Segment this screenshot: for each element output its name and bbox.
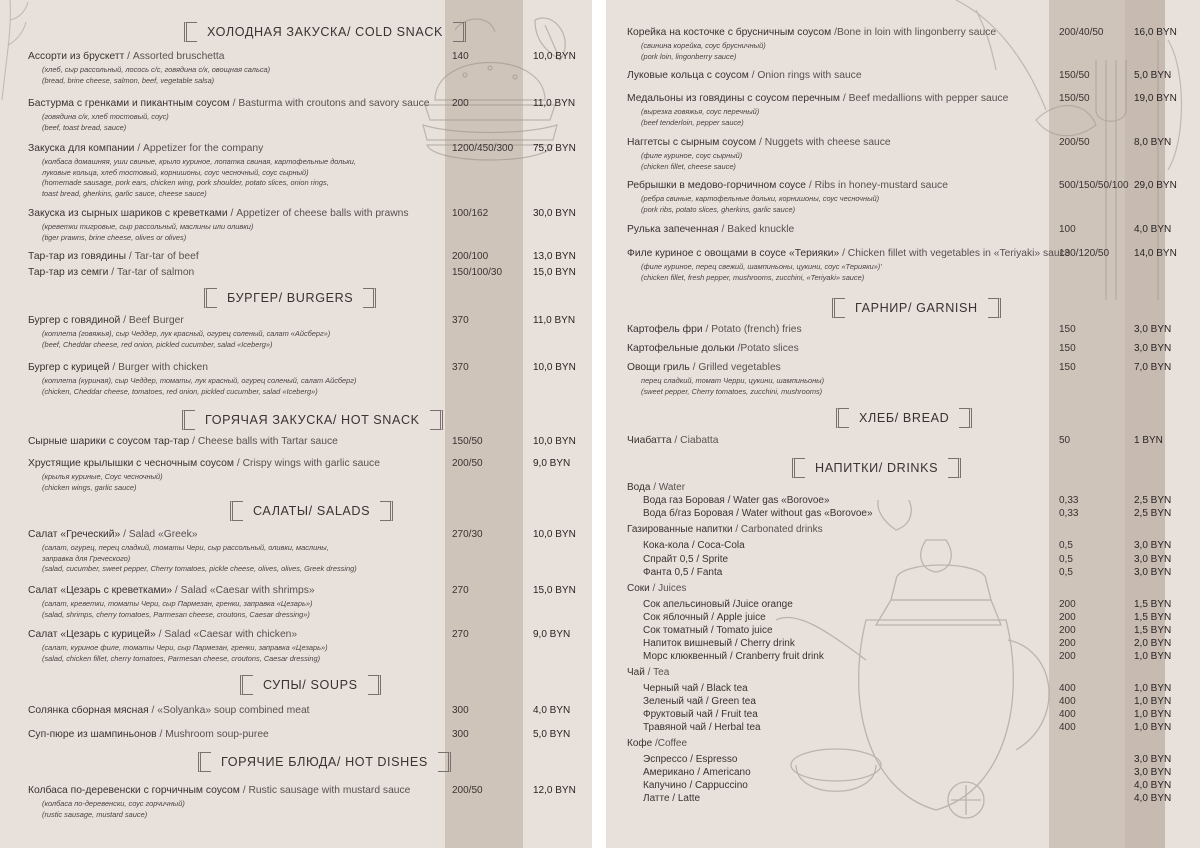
- drink-item-price: 3,0 BYN: [1134, 554, 1172, 565]
- section-header-hot-snack: ГОРЯЧАЯ ЗАКУСКА/ HOT SNACK: [182, 410, 443, 430]
- menu-item-price: 15,0 BYN: [533, 267, 576, 278]
- menu-page-left: [0, 0, 592, 848]
- right-menu-content: [606, 0, 1200, 848]
- menu-item-name: [28, 267, 194, 278]
- drink-group-label: [627, 738, 687, 749]
- drink-group-label: [627, 583, 686, 594]
- drink-group-label: [627, 524, 823, 535]
- section-header-drinks: НАПИТКИ/ DRINKS: [792, 458, 961, 478]
- drink-item-name: Сок яблочный / Apple juice: [643, 612, 766, 623]
- drink-item-price: 1,0 BYN: [1134, 722, 1172, 733]
- menu-item-name-ru: Суп-пюре из шампиньонов: [28, 729, 157, 740]
- menu-item-name-en: / Cheese balls with Tartar sauce: [192, 436, 338, 447]
- drink-item-name: Вода газ Боровая / Water gas «Borovoe»: [643, 495, 830, 506]
- menu-item-description: (ребра свиные, картофельные дольки, корнишоны, соус чесночный): [641, 194, 880, 203]
- menu-item-weight: 150/50: [1059, 93, 1090, 104]
- menu-item-name-ru: Бургер с курицей: [28, 362, 110, 373]
- menu-item-name-en: / Beef medallions with pepper sauce: [842, 93, 1009, 104]
- drink-group-en: / Juices: [652, 583, 687, 594]
- menu-item-name-en: / Salad «Greek»: [123, 529, 198, 540]
- menu-item-name: [28, 585, 315, 596]
- page-gutter: [592, 0, 606, 848]
- menu-item-name-en: / «Solyanka» soup combined meat: [151, 705, 310, 716]
- menu-item-name-en: / Ciabatta: [674, 435, 719, 446]
- menu-item-name-en: /Bone in loin with lingonberry sauce: [834, 27, 997, 38]
- menu-item-weight: 500/150/50/100: [1059, 180, 1129, 191]
- menu-item-description: (bread, brine cheese, salmon, beef, vegetable salsa): [42, 75, 215, 85]
- drink-item-name: Напиток вишневый / Cherry drink: [643, 638, 795, 649]
- menu-item-weight: 150: [1059, 324, 1076, 335]
- drink-item-volume: 0,33: [1059, 495, 1079, 506]
- menu-item-price: 19,0 BYN: [1134, 93, 1177, 104]
- section-header-cold-snack: ХОЛОДНАЯ ЗАКУСКА/ COLD SNACK: [184, 22, 466, 42]
- drink-item-price: 1,5 BYN: [1134, 625, 1172, 636]
- menu-item-name: [627, 324, 802, 335]
- menu-item-name: [627, 435, 719, 446]
- drink-item-name: Кока-кола / Coca-Cola: [643, 540, 745, 551]
- menu-item-name: [28, 98, 430, 109]
- menu-item-price: 4,0 BYN: [1134, 224, 1172, 235]
- drink-item-name: Спрайт 0,5 / Sprite: [643, 554, 729, 565]
- menu-item-weight: 150/100/30: [452, 267, 503, 278]
- menu-item-name-en: / Tar-tar of beef: [128, 251, 199, 262]
- drink-item-name: Эспрессо / Espresso: [643, 754, 738, 765]
- menu-item-weight: 200: [452, 98, 469, 109]
- menu-item-price: 8,0 BYN: [1134, 137, 1172, 148]
- menu-item-price: 29,0 BYN: [1134, 180, 1177, 191]
- menu-item-name-ru: Салат «Греческий»: [28, 529, 121, 540]
- drink-item-name: Травяной чай / Herbal tea: [643, 722, 761, 733]
- drink-item-price: 3,0 BYN: [1134, 567, 1172, 578]
- drink-item-price: 2,0 BYN: [1134, 638, 1172, 649]
- drink-item-volume: 200: [1059, 599, 1076, 610]
- menu-item-weight: 1200/450/300: [452, 143, 514, 154]
- drink-item-volume: 400: [1059, 722, 1076, 733]
- menu-item-name-ru: Картофельные дольки: [627, 343, 735, 354]
- menu-item-price: 7,0 BYN: [1134, 362, 1172, 373]
- menu-item-name: [28, 529, 197, 540]
- menu-item-name: [28, 785, 410, 796]
- menu-item-name-ru: Луковые кольца с соусом: [627, 70, 749, 81]
- section-header-soups: СУПЫ/ SOUPS: [240, 675, 381, 695]
- menu-item-name-en: / Baked knuckle: [721, 224, 795, 235]
- drink-item-name: Фруктовый чай / Fruit tea: [643, 709, 758, 720]
- menu-item-name-ru: Медальоны из говядины с соусом перечным: [627, 93, 840, 104]
- menu-item-price: 15,0 BYN: [533, 585, 576, 596]
- menu-item-description: (chicken fillet, cheese sauce): [641, 161, 736, 171]
- menu-item-price: 13,0 BYN: [533, 251, 576, 262]
- drink-item-volume: 400: [1059, 683, 1076, 694]
- menu-item-weight: 270: [452, 585, 469, 596]
- section-header-salads: САЛАТЫ/ SALADS: [230, 501, 393, 521]
- menu-item-description: toast bread, gherkins, garlic sauce, cheese sauce): [42, 188, 207, 198]
- menu-item-name-ru: Солянка сборная мясная: [28, 705, 149, 716]
- drink-item-volume: 400: [1059, 709, 1076, 720]
- section-header-hot-dishes: ГОРЯЧИЕ БЛЮДА/ HOT DISHES: [198, 752, 451, 772]
- menu-item-price: 3,0 BYN: [1134, 343, 1172, 354]
- menu-item-name: [28, 729, 269, 740]
- menu-item-name-ru: Рулька запеченная: [627, 224, 719, 235]
- menu-item-weight: 200/50: [1059, 137, 1090, 148]
- menu-item-name-ru: Овощи гриль: [627, 362, 690, 373]
- menu-item-name-ru: Наггетсы с сырным соусом: [627, 137, 757, 148]
- menu-item-name: [28, 705, 310, 716]
- menu-item-price: 3,0 BYN: [1134, 324, 1172, 335]
- menu-item-name: [28, 251, 199, 262]
- menu-item-description: (свинина корейка, соус брусничный): [641, 41, 766, 50]
- menu-item-description: заправка для Греческого): [42, 553, 131, 563]
- drink-group-ru: Газированные напитки: [627, 524, 733, 535]
- menu-item-price: 10,0 BYN: [533, 51, 576, 62]
- menu-item-name: [28, 208, 409, 219]
- menu-item-name-en: / Crispy wings with garlic sauce: [236, 458, 380, 469]
- menu-item-weight: 140: [452, 51, 469, 62]
- drink-group-en: / Water: [653, 482, 686, 493]
- menu-item-description: (колбаса по-деревенски, соус горчичный): [42, 799, 185, 808]
- menu-item-description: (beef tenderloin, pepper sauce): [641, 117, 744, 127]
- menu-item-name-en: / Salad «Caesar with chicken»: [158, 629, 298, 640]
- menu-item-description: (креветки тигровые, сыр рассольный, маслины или оливки): [42, 222, 254, 231]
- menu-item-name-en: / Onion rings with sauce: [751, 70, 862, 81]
- menu-item-name-ru: Сырные шарики с соусом тар-тар: [28, 436, 190, 447]
- menu-item-description: луковые кольца, хлеб тостовый, корнишоны, соус чесночный, соус сырный): [42, 167, 309, 177]
- menu-item-price: 5,0 BYN: [1134, 70, 1172, 81]
- drink-item-price: 1,5 BYN: [1134, 612, 1172, 623]
- drink-group-en: /Coffee: [654, 738, 688, 749]
- menu-item-description: (вырезка говяжья, соус перечный): [641, 107, 760, 116]
- menu-item-name: [627, 137, 891, 148]
- drink-item-name: Зеленый чай / Green tea: [643, 696, 756, 707]
- drink-item-price: 1,0 BYN: [1134, 651, 1172, 662]
- drink-item-volume: 200: [1059, 651, 1076, 662]
- menu-item-name: [627, 180, 948, 191]
- menu-item-price: 30,0 BYN: [533, 208, 576, 219]
- menu-item-description: (salad, shrimps, cherry tomatoes, Parmesan cheese, croutons, Caesar dressing»): [42, 609, 310, 619]
- menu-item-description: (колбаса домашняя, уши свиные, крыло куриное, лопатка свиная, картофельные дольки,: [42, 157, 356, 166]
- menu-item-description: (salad, cucumber, sweet pepper, Cherry tomatoes, pickle cheese, olives, olives, Greek dressing): [42, 564, 357, 573]
- drink-group-label: [627, 667, 669, 678]
- section-header-bread: ХЛЕБ/ BREAD: [836, 408, 972, 428]
- drink-item-name: Черный чай / Black tea: [643, 683, 748, 694]
- menu-item-price: 10,0 BYN: [533, 529, 576, 540]
- menu-item-name-ru: Филе куриное с овощами в соусе «Терияки»: [627, 248, 840, 259]
- menu-item-weight: 100: [1059, 224, 1076, 235]
- drink-item-name: Американо / Americano: [643, 767, 751, 778]
- menu-item-description: (салат, огурец, перец сладкий, томаты Чери, сыр рассольный, оливки, маслины,: [42, 543, 329, 552]
- menu-item-name-en: / Grilled vegetables: [692, 362, 781, 373]
- menu-item-description: (homemade sausage, pork ears, chicken wing, pork shoulder, potato slices, onion rings,: [42, 178, 329, 187]
- menu-item-description: (салат, креветки, томаты Чери, сыр Пармезан, гренки, заправка «Цезарь»): [42, 599, 313, 608]
- drink-item-price: 4,0 BYN: [1134, 780, 1172, 791]
- menu-item-name-en: / Chicken fillet with vegetables in «Teriyaki» sauce: [842, 248, 1071, 259]
- menu-item-price: 9,0 BYN: [533, 458, 571, 469]
- menu-item-weight: 200/40/50: [1059, 27, 1104, 38]
- menu-item-name: [627, 362, 781, 373]
- menu-item-price: 12,0 BYN: [533, 785, 576, 796]
- menu-item-price: 14,0 BYN: [1134, 248, 1177, 259]
- drink-item-volume: 200: [1059, 612, 1076, 623]
- drink-item-volume: 0,5: [1059, 554, 1073, 565]
- drink-item-volume: 0,5: [1059, 540, 1073, 551]
- menu-item-price: 9,0 BYN: [533, 629, 571, 640]
- menu-item-name-en: / Nuggets with cheese sauce: [759, 137, 891, 148]
- menu-item-name: [627, 343, 799, 354]
- section-header-burgers: БУРГЕР/ BURGERS: [204, 288, 376, 308]
- drink-item-price: 4,0 BYN: [1134, 793, 1172, 804]
- menu-item-name: [28, 458, 380, 469]
- menu-item-name-en: / Appetizer of cheese balls with prawns: [230, 208, 409, 219]
- menu-item-price: 10,0 BYN: [533, 362, 576, 373]
- menu-item-name-ru: Салат «Цезарь с креветками»: [28, 585, 173, 596]
- menu-item-name-en: / Ribs in honey-mustard sauce: [808, 180, 948, 191]
- menu-item-description: (филе куриное, перец свежий, шампиньоны, цукини, соус «Терияки»)': [641, 262, 882, 271]
- menu-item-price: 5,0 BYN: [533, 729, 571, 740]
- menu-item-weight: 200/50: [452, 785, 483, 796]
- menu-item-name: [627, 70, 862, 81]
- menu-item-description: (beef, Cheddar cheese, red onion, pickled cucumber, salad «Iceberg»): [42, 339, 273, 349]
- drink-item-name: Фанта 0,5 / Fanta: [643, 567, 723, 578]
- menu-item-name: [627, 248, 1070, 259]
- menu-item-description: (salad, chicken fillet, cherry tomatoes, Parmesan cheese, croutons, Caesar dressing): [42, 653, 321, 663]
- menu-item-price: 11,0 BYN: [533, 315, 576, 326]
- menu-item-weight: 150/50: [452, 436, 483, 447]
- menu-item-weight: 200/100: [452, 251, 489, 262]
- menu-item-description: (chicken wings, garlic sauce): [42, 482, 137, 492]
- menu-item-name-ru: Закуска из сырных шариков с креветками: [28, 208, 228, 219]
- menu-item-name-ru: Салат «Цезарь с курицей»: [28, 629, 156, 640]
- menu-item-name-ru: Бастурма с гренками и пикантным соусом: [28, 98, 230, 109]
- menu-item-description: (chicken fillet, fresh pepper, mushrooms, zucchini, «Teriyaki» sauce): [641, 272, 865, 282]
- menu-item-name: [28, 51, 224, 62]
- drink-group-en: / Tea: [647, 667, 670, 678]
- drink-item-name: Капучино / Cappuccino: [643, 780, 748, 791]
- menu-item-name: [627, 27, 996, 38]
- drink-item-price: 3,0 BYN: [1134, 767, 1172, 778]
- menu-item-name: [627, 224, 794, 235]
- menu-item-name-en: / Assorted bruschetta: [127, 51, 225, 62]
- drink-item-volume: 0,33: [1059, 508, 1079, 519]
- drink-item-price: 1,0 BYN: [1134, 696, 1172, 707]
- menu-item-weight: 200/50: [452, 458, 483, 469]
- menu-item-name-en: /Potato slices: [737, 343, 799, 354]
- menu-item-weight: 300: [452, 729, 469, 740]
- menu-item-description: (котлета (куриная), сыр Чеддер, томаты, лук красный, огурец соленый, салат Айсберг): [42, 376, 357, 385]
- drink-item-volume: 200: [1059, 638, 1076, 649]
- section-header-garnish: ГАРНИР/ GARNISH: [832, 298, 1001, 318]
- drink-item-price: 2,5 BYN: [1134, 495, 1172, 506]
- menu-item-price: 11,0 BYN: [533, 98, 576, 109]
- drink-item-volume: 400: [1059, 696, 1076, 707]
- menu-item-name-ru: Корейка на косточке с брусничным соусом: [627, 27, 832, 38]
- menu-item-name-ru: Колбаса по-деревенски с горчичным соусом: [28, 785, 240, 796]
- menu-item-description: (rustic sausage, mustard sauce): [42, 809, 148, 819]
- menu-item-weight: 130/120/50: [1059, 248, 1110, 259]
- drink-item-price: 3,0 BYN: [1134, 754, 1172, 765]
- menu-item-name: [28, 436, 338, 447]
- drink-item-price: 1,5 BYN: [1134, 599, 1172, 610]
- menu-item-name-en: / Appetizer for the company: [137, 143, 264, 154]
- menu-item-name-ru: Закуска для компании: [28, 143, 135, 154]
- drink-item-name: Морс клюквенный / Cranberry fruit drink: [643, 651, 824, 662]
- menu-item-price: 75,0 BYN: [533, 143, 576, 154]
- menu-item-weight: 370: [452, 362, 469, 373]
- menu-item-name-en: / Tar-tar of salmon: [111, 267, 195, 278]
- menu-item-price: 1 BYN: [1134, 435, 1163, 446]
- menu-item-name-en: / Basturma with croutons and savory sauce: [232, 98, 430, 109]
- menu-item-description: перец сладкий, томат Черри, цукини, шампиньоны): [641, 376, 825, 385]
- drink-item-price: 2,5 BYN: [1134, 508, 1172, 519]
- menu-item-price: 16,0 BYN: [1134, 27, 1177, 38]
- menu-item-name-en: / Potato (french) fries: [705, 324, 802, 335]
- menu-item-name-ru: Бургер с говядиной: [28, 315, 121, 326]
- menu-item-price: 10,0 BYN: [533, 436, 576, 447]
- drink-group-ru: Вода: [627, 482, 651, 493]
- menu-item-description: (говядина с/к, хлеб тостовый, соус): [42, 112, 169, 121]
- menu-item-name: [28, 362, 208, 373]
- menu-item-name-ru: Хрустящие крылышки с чесночным соусом: [28, 458, 234, 469]
- menu-item-description: (салат, куриное филе, томаты Чери, сыр Пармезан, гренки, заправка «Цезарь»): [42, 643, 328, 652]
- menu-item-name: [28, 315, 184, 326]
- header-ornament-left: [184, 22, 197, 42]
- drink-item-name: Сок томатный / Tomato juice: [643, 625, 773, 636]
- drink-group-en: / Carbonated drinks: [735, 524, 823, 535]
- menu-item-weight: 150: [1059, 362, 1076, 373]
- menu-item-weight: 100/162: [452, 208, 489, 219]
- menu-item-description: (pork ribs, potato slices, gherkins, garlic sauce): [641, 204, 796, 214]
- drink-item-name: Латте / Latte: [643, 793, 701, 804]
- menu-item-description: (котлета (говяжья), сыр Чеддер, лук красный, огурец соленый, салат «Айсберг»): [42, 329, 331, 338]
- menu-item-description: (хлеб, сыр рассольный, лосось с/с, говядина с/к, овощная сальса): [42, 65, 271, 74]
- menu-page-right: [606, 0, 1200, 848]
- menu-item-name-ru: Ассорти из брускетт: [28, 51, 125, 62]
- menu-item-weight: 150/50: [1059, 70, 1090, 81]
- drink-item-price: 3,0 BYN: [1134, 540, 1172, 551]
- menu-item-description: (chicken, Cheddar cheese, tomatoes, red onion, pickled cucumber, salad «Iceberg»): [42, 386, 318, 396]
- drink-item-price: 1,0 BYN: [1134, 709, 1172, 720]
- drink-item-name: Вода б/газ Боровая / Water without gas «Borovoe»: [643, 508, 873, 519]
- menu-item-weight: 370: [452, 315, 469, 326]
- menu-item-name: [28, 143, 263, 154]
- left-menu-content: [0, 0, 592, 848]
- menu-item-name-ru: Картофель фри: [627, 324, 703, 335]
- menu-item-name-ru: Ребрышки в медово-горчичном соусе: [627, 180, 806, 191]
- drink-item-price: 1,0 BYN: [1134, 683, 1172, 694]
- drink-item-volume: 0,5: [1059, 567, 1073, 578]
- menu-item-description: (pork loin, lingonberry sauce): [641, 51, 737, 61]
- menu-item-description: (tiger prawns, brine cheese, olives or olives): [42, 232, 187, 242]
- menu-item-name-en: / Salad «Caesar with shrimps»: [174, 585, 315, 596]
- menu-item-name-en: / Burger with chicken: [112, 362, 208, 373]
- drink-group-ru: Чай: [627, 667, 645, 678]
- menu-item-description: (филе куриное, соус сырный): [641, 151, 743, 160]
- menu-item-weight: 150: [1059, 343, 1076, 354]
- menu-item-weight: 50: [1059, 435, 1071, 446]
- menu-item-weight: 270/30: [452, 529, 483, 540]
- menu-item-price: 4,0 BYN: [533, 705, 571, 716]
- drink-item-volume: 200: [1059, 625, 1076, 636]
- drink-group-label: [627, 482, 685, 493]
- drink-item-name: Сок апельсиновый /Juice orange: [643, 599, 793, 610]
- drink-group-ru: Кофе: [627, 738, 653, 749]
- drink-group-ru: Соки: [627, 583, 650, 594]
- header-ornament-right: [453, 22, 466, 42]
- menu-item-weight: 270: [452, 629, 469, 640]
- menu-item-weight: 300: [452, 705, 469, 716]
- menu-item-description: (beef, toast bread, sauce): [42, 122, 127, 132]
- menu-item-name-ru: Тар-тар из семги: [28, 267, 109, 278]
- menu-item-name-ru: Тар-тар из говядины: [28, 251, 126, 262]
- menu-item-name: [28, 629, 297, 640]
- menu-item-name-en: / Beef Burger: [123, 315, 184, 326]
- menu-item-description: (крылья куриные, Соус чесночный): [42, 472, 163, 481]
- menu-item-description: (sweet pepper, Cherry tomatoes, zucchini, mushrooms): [641, 386, 823, 396]
- menu-item-name: [627, 93, 1008, 104]
- menu-item-name-en: / Mushroom soup-puree: [159, 729, 269, 740]
- menu-item-name-en: / Rustic sausage with mustard sauce: [242, 785, 411, 796]
- menu-item-name-ru: Чиабатта: [627, 435, 672, 446]
